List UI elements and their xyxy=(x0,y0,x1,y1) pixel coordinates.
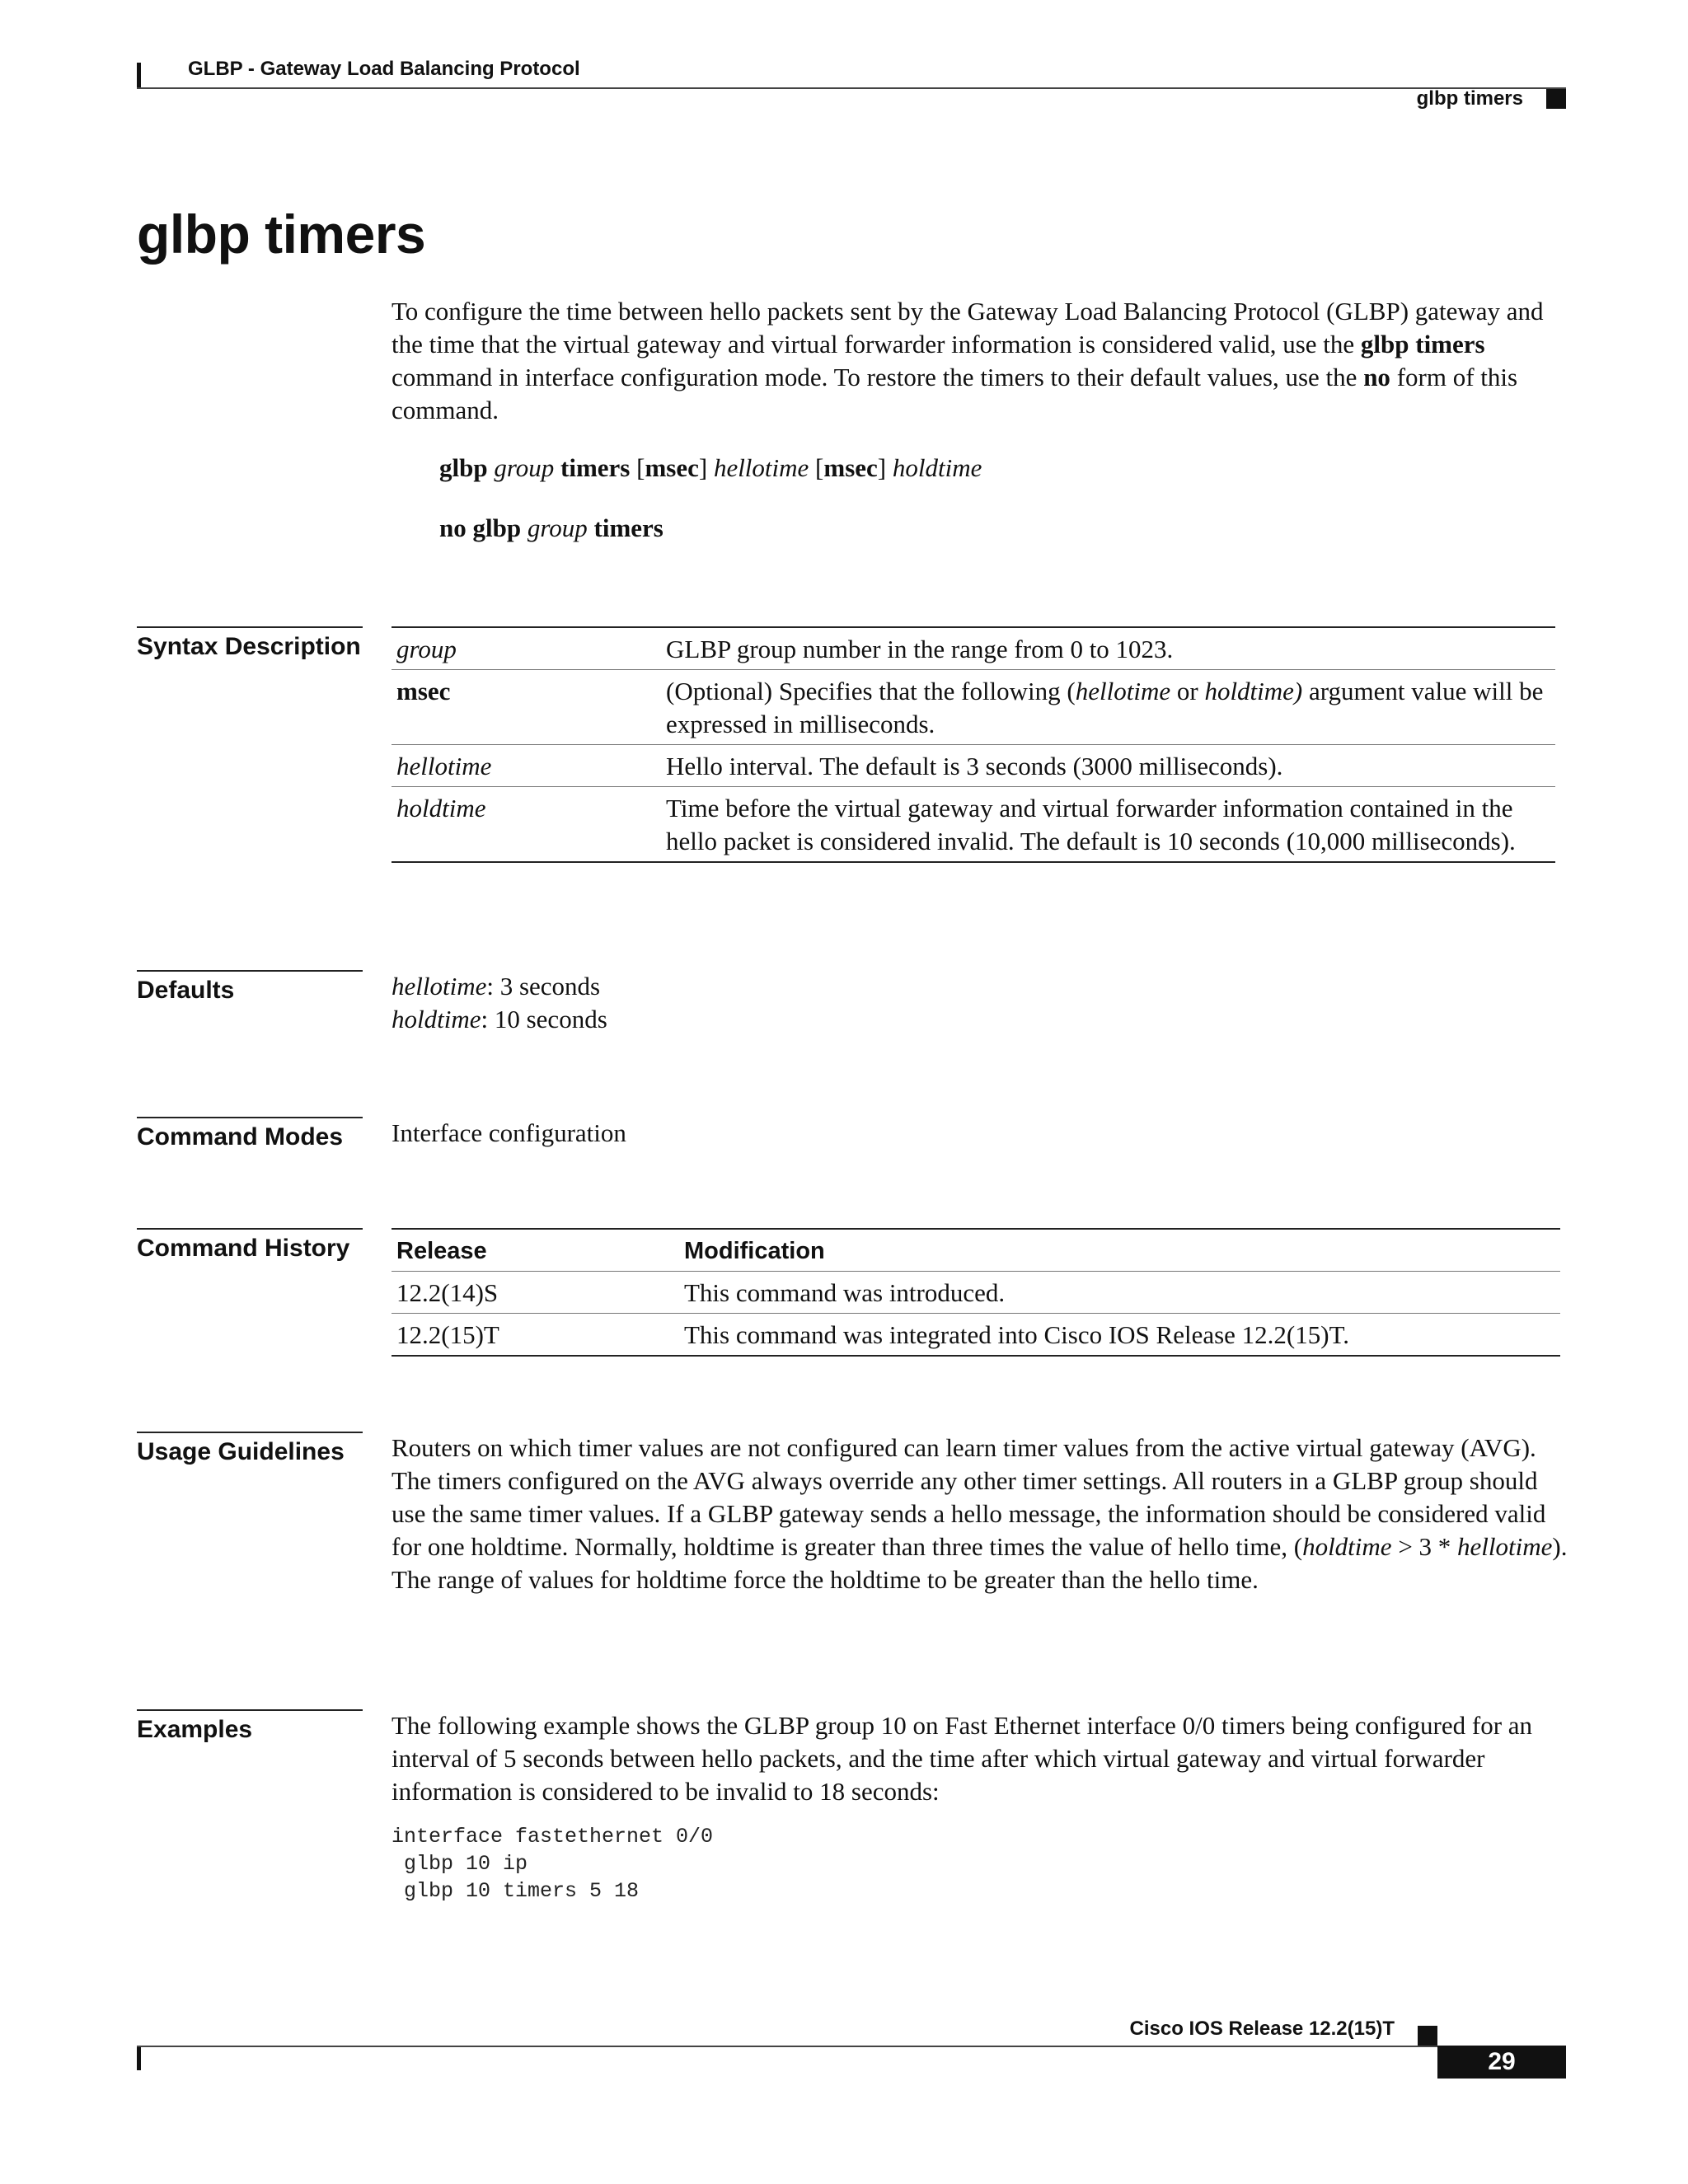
command-history-table xyxy=(392,1228,1560,1357)
desc-arg: hellotime xyxy=(1075,677,1171,705)
kw-msec: msec xyxy=(645,453,699,482)
syntax-description-table xyxy=(392,626,1555,863)
kw-timers: timers xyxy=(560,453,631,482)
history-release: 12.2(14)S xyxy=(396,1278,499,1307)
default-value: : 10 seconds xyxy=(481,1005,607,1033)
syntax-desc: Time before the virtual gateway and virtual forwarder information contained in the hello packet is considered invalid. The default is 10 seconds (10,000 milliseconds). xyxy=(666,794,1516,855)
kw-msec: msec xyxy=(823,453,878,482)
running-header-title: GLBP - Gateway Load Balancing Protocol xyxy=(188,58,580,80)
header-rule xyxy=(137,87,1566,89)
table-row xyxy=(392,669,1555,744)
footer-square-marker xyxy=(1418,2026,1437,2046)
code-example: interface fastethernet 0/0 glbp 10 ip glbp 10 timers 5 18 xyxy=(392,1825,714,1903)
history-modification: This command was introduced. xyxy=(684,1278,1006,1307)
arg-holdtime: holdtime xyxy=(892,453,982,482)
default-value: : 3 seconds xyxy=(486,972,601,1001)
col-header-release: Release xyxy=(396,1238,487,1264)
bracket-open: [ xyxy=(815,453,824,482)
defaults-block xyxy=(392,970,607,1036)
label-command-modes: Command Modes xyxy=(137,1117,363,1151)
table-row xyxy=(392,628,1555,669)
history-release: 12.2(15)T xyxy=(396,1320,499,1349)
syntax-line-2 xyxy=(439,513,663,543)
usage-guidelines-text xyxy=(392,1432,1572,1596)
default-hellotime xyxy=(392,970,607,1003)
kw-no-glbp: no glbp xyxy=(439,513,522,542)
table-row xyxy=(392,744,1555,786)
usage-arg: hellotime xyxy=(1457,1532,1553,1561)
bracket-open: [ xyxy=(636,453,645,482)
arg-hellotime: hellotime xyxy=(713,453,809,482)
intro-no-keyword: no xyxy=(1363,363,1390,391)
desc-arg: holdtime) xyxy=(1204,677,1303,705)
kw-glbp: glbp xyxy=(439,453,488,482)
arg-group: group xyxy=(527,513,588,542)
syntax-term: msec xyxy=(396,677,451,705)
label-syntax-description: Syntax Description xyxy=(137,626,363,661)
header-left-bar xyxy=(137,63,141,87)
default-term: hellotime xyxy=(392,972,487,1001)
label-defaults: Defaults xyxy=(137,970,363,1005)
table-row xyxy=(392,1313,1560,1355)
desc-text: argument value will be expressed in milliseconds. xyxy=(666,677,1544,738)
desc-text: (Optional) Specifies that the following ( xyxy=(666,677,1076,705)
syntax-desc: GLBP group number in the range from 0 to 1023. xyxy=(666,635,1174,663)
syntax-term: hellotime xyxy=(396,752,492,780)
syntax-desc: Hello interval. The default is 3 seconds (3000 milliseconds). xyxy=(666,752,1283,780)
footer-left-bar xyxy=(137,2046,141,2070)
footer-release: Cisco IOS Release 12.2(15)T xyxy=(1129,2018,1395,2040)
header-square-marker xyxy=(1546,89,1566,109)
table-row xyxy=(392,1271,1560,1313)
usage-text: Routers on which timer values are not configured can learn timer values from the active virtual gateway (AVG). The timers configured on the AVG always override any other timer settings. All routers in a GLBP group should use the same timer values. If a GLBP gateway sends a hello message, the information should be considered valid for one holdtime. Normally, holdtime is greater than three times the value of hello time, ( xyxy=(392,1433,1546,1561)
intro-text-1: To configure the time between hello packets sent by the Gateway Load Balancing Protocol (GLBP) gateway and the time that the virtual gateway and virtual forwarder information is considered valid, use the xyxy=(392,297,1544,359)
intro-text-2: command in interface configuration mode. To restore the timers to their default values, use the xyxy=(392,363,1364,391)
examples-text: The following example shows the GLBP group 10 on Fast Ethernet interface 0/0 timers being configured for an interval of 5 seconds between hello packets, and the time after which virtual gateway and virtual forwarder information is considered to be invalid to 18 seconds: xyxy=(392,1711,1533,1806)
intro-command: glbp timers xyxy=(1360,330,1485,359)
syntax-term: holdtime xyxy=(396,794,486,823)
page-title: glbp timers xyxy=(137,204,426,265)
intro-text-3: form of this command. xyxy=(392,363,1518,424)
usage-arg: holdtime xyxy=(1302,1532,1392,1561)
footer-rule xyxy=(137,2046,1439,2047)
col-header-modification: Modification xyxy=(684,1238,825,1264)
usage-text: > 3 * xyxy=(1391,1532,1458,1561)
default-term: holdtime xyxy=(392,1005,481,1033)
label-examples: Examples xyxy=(137,1709,363,1744)
desc-text: or xyxy=(1170,677,1205,705)
table-header-row xyxy=(392,1230,1560,1271)
kw-timers: timers xyxy=(593,513,663,542)
label-command-history: Command History xyxy=(137,1228,363,1263)
command-modes-text: Interface configuration xyxy=(392,1118,626,1147)
usage-text: ). The range of values for holdtime force the holdtime to be greater than the hello time. xyxy=(392,1532,1568,1594)
bracket-close: ] xyxy=(698,453,708,482)
bracket-close: ] xyxy=(877,453,887,482)
arg-group: group xyxy=(494,453,555,482)
page-number: 29 xyxy=(1437,2046,1566,2079)
table-row xyxy=(392,786,1555,861)
running-header-section: glbp timers xyxy=(1416,87,1523,110)
syntax-term: group xyxy=(396,635,457,663)
history-modification: This command was integrated into Cisco IOS Release 12.2(15)T. xyxy=(684,1320,1349,1349)
syntax-desc xyxy=(666,675,1548,741)
label-usage-guidelines: Usage Guidelines xyxy=(137,1432,363,1466)
default-holdtime xyxy=(392,1003,607,1036)
syntax-line-1 xyxy=(439,453,982,483)
intro-paragraph xyxy=(392,295,1570,427)
